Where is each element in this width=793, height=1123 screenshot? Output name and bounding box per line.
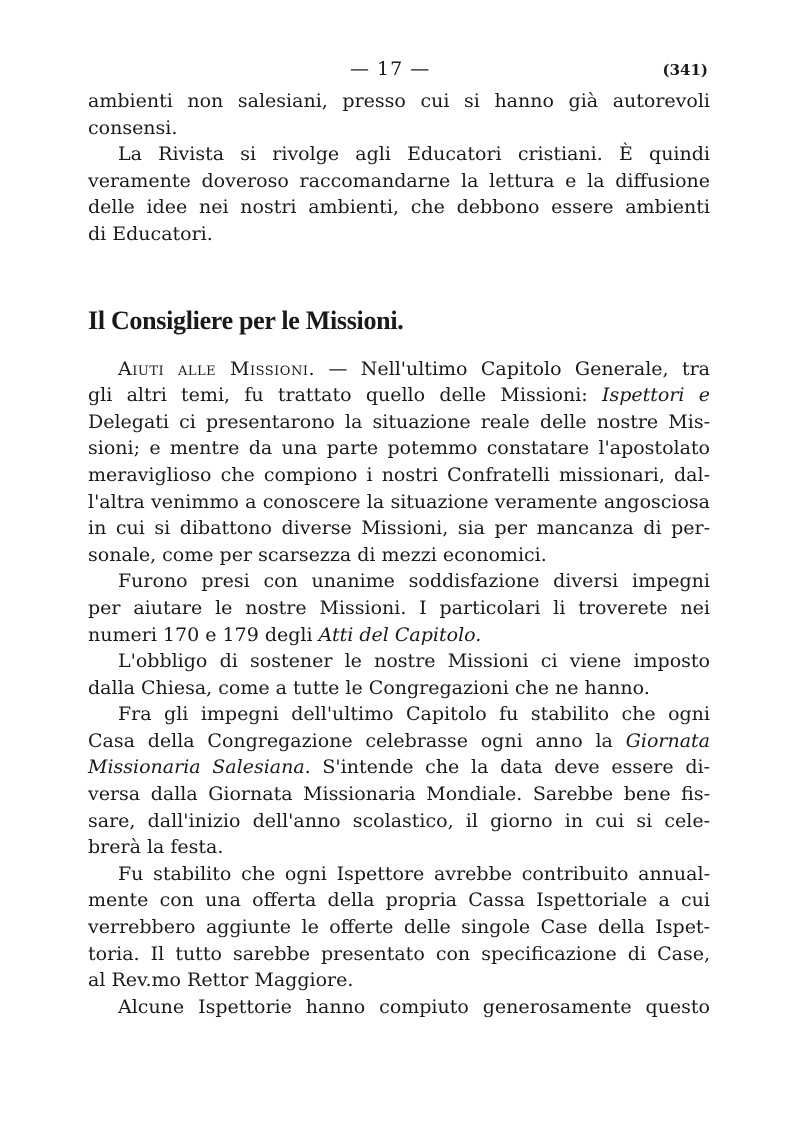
text-line: [88, 754, 710, 781]
text-fragment: gli altri temi, fu trattato quello delle Missioni:: [88, 384, 602, 407]
text-line: l'altra venimmo a conoscere la situazione veramente angosciosa: [88, 490, 710, 513]
text-line: sonale, come per scarsezza di mezzi economici.: [88, 543, 547, 566]
text-fragment: S'intende che la data deve essere di-: [310, 756, 710, 779]
text-line: [88, 356, 710, 383]
section-heading: Il Consigliere per le Missioni.: [88, 305, 404, 335]
text-line: verrebbero aggiunte le offerte delle singole Case della Ispet-: [88, 916, 710, 939]
text-line: meraviglioso che compiono i nostri Confratelli missionari, dal-: [88, 463, 710, 486]
text-line: in cui si dibattono diverse Missioni, sia per mancanza di per-: [88, 517, 710, 540]
italic-fragment: Giornata: [625, 729, 710, 752]
main-paragraphs: [88, 356, 710, 1021]
text-line: ambienti non salesiani, presso cui si hanno già autorevoli: [88, 90, 710, 112]
original-page-number: (341): [662, 61, 708, 79]
text-line: mente con una offerta della propria Cassa Ispettoriale a cui: [88, 889, 710, 912]
text-line: toria. Il tutto sarebbe presentato con specificazione di Case,: [88, 942, 710, 965]
text-line: Fra gli impegni dell'ultimo Capitolo fu stabilito che ogni: [118, 703, 710, 726]
text-line: dalla Chiesa, come a tutte le Congregazioni che ne hanno.: [88, 676, 650, 699]
page-number: — 17 —: [350, 58, 431, 80]
text-line: al Rev.mo Rettor Maggiore.: [88, 969, 354, 992]
text-line: Alcune Ispettorie hanno compiuto generosamente questo: [118, 995, 710, 1018]
text-fragment: — Nell'ultimo Capitolo Generale, tra: [315, 357, 710, 380]
text-line: delle idee nei nostri ambienti, che debbono essere ambienti: [88, 196, 710, 219]
document-page: [88, 58, 710, 1020]
italic-fragment: Atti del Capitolo.: [318, 623, 482, 646]
text-line: [88, 382, 710, 409]
page-header: [88, 58, 710, 88]
text-line: [88, 622, 710, 649]
text-line: veramente doveroso raccomandarne la lettura e la diffusione: [88, 169, 710, 192]
text-line: Delegati ci presentarono la situazione reale delle nostre Mis-: [88, 410, 710, 433]
top-paragraphs: [88, 88, 710, 248]
text-line: sare, dall'inizio dell'anno scolastico, il giorno in cui si cele-: [88, 809, 710, 832]
text-line: Fu stabilito che ogni Ispettore avrebbe contribuito annual-: [118, 862, 710, 885]
text-line: sioni; e mentre da una parte potemmo constatare l'apostolato: [88, 437, 710, 460]
text-line: Furono presi con unanime soddisfazione diversi impegni: [118, 570, 710, 593]
lead-small-caps: Aiuti alle Missioni.: [118, 357, 316, 380]
text-line: di Educatori.: [88, 222, 213, 245]
text-line: La Rivista si rivolge agli Educatori cristiani. È quindi: [118, 143, 710, 166]
italic-fragment: Missionaria Salesiana.: [88, 756, 311, 779]
text-line: versa dalla Giornata Missionaria Mondiale. Sarebbe bene fis-: [88, 783, 710, 806]
text-line: per aiutare le nostre Missioni. I particolari li troverete nei: [88, 596, 710, 619]
text-line: [88, 728, 710, 755]
text-line: brerà la festa.: [88, 836, 224, 859]
text-fragment: Casa della Congregazione celebrasse ogni anno la: [88, 729, 626, 752]
text-line: consensi.: [88, 116, 178, 139]
italic-fragment: Ispettori e: [601, 384, 710, 407]
text-fragment: numeri 170 e 179 degli: [88, 623, 319, 646]
text-line: L'obbligo di sostener le nostre Missioni ci viene imposto: [118, 650, 710, 673]
